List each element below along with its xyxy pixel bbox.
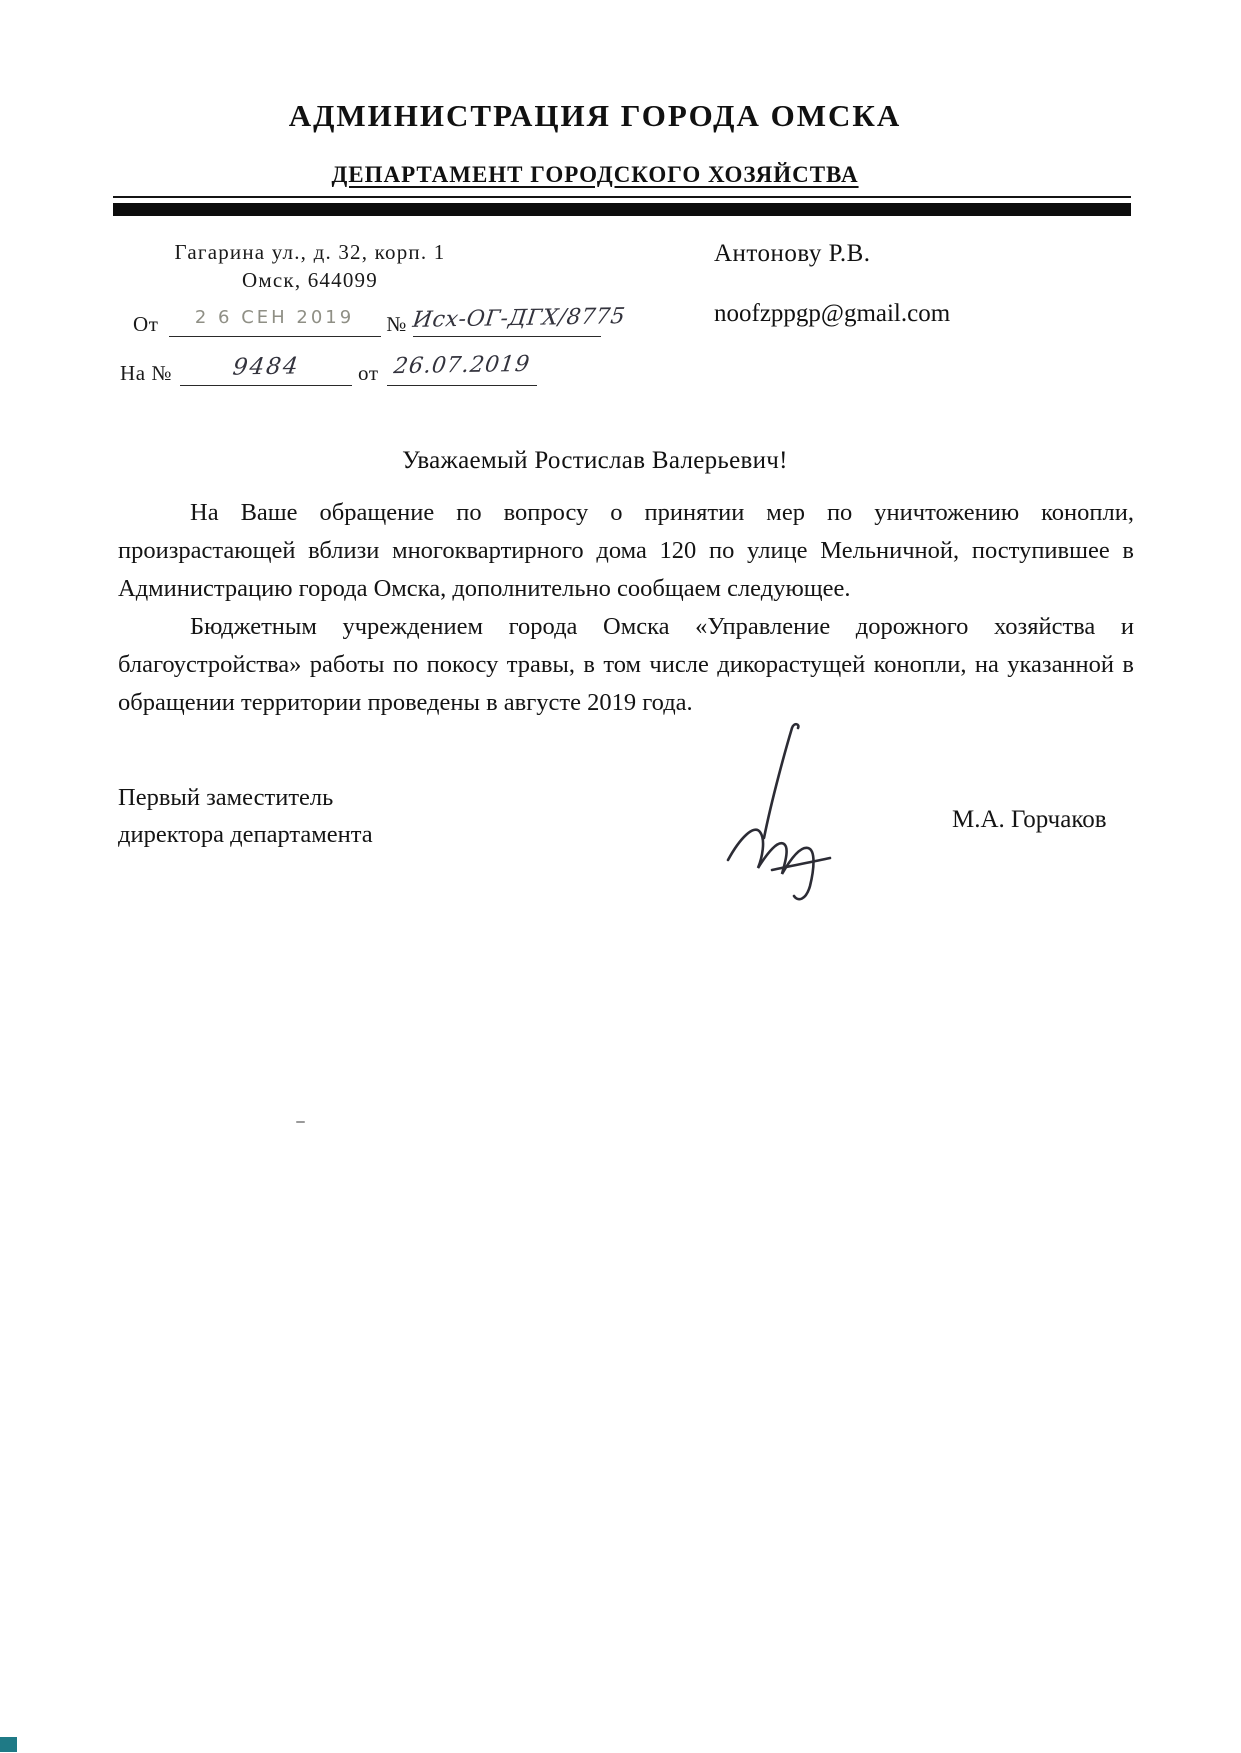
body-paragraph-1: На Ваше обращение по вопросу о принятии мер по уничтожению конопли, произрастающей вблизи многоквартирного дома 120 по улице Мельничной, поступившее в Администрацию города Омска, дополнительно сообщаем следующее. [118,499,1134,602]
letter-body [118,494,1134,722]
signer-name: М.А. Горчаков [952,806,1107,833]
letterhead-rule-thin [113,196,1131,198]
date-stamp-field [169,308,381,337]
outgoing-number-handwritten: Исх-ОГ-ДГХ/8775 [411,304,627,333]
sender-address-line2: Омск, 644099 [242,268,378,293]
recipient-name: Антонову Р.В. [714,240,871,267]
sender-address [140,238,480,295]
date-stamp: 2 6 СЕН 2019 [194,307,355,328]
signer-position-line2: директора департамента [118,820,373,848]
department-title: ДЕПАРТАМЕНТ ГОРОДСКОГО ХОЗЯЙСТВА [331,162,859,187]
reply-date-field [387,351,537,386]
from-label: От [133,312,159,336]
signer-position [118,780,373,854]
recipient-email: noofzppgp@gmail.com [714,300,951,327]
salutation: Уважаемый Ростислав Валерьевич! [402,447,788,474]
signer-position-line1: Первый заместитель [118,784,334,811]
scan-artifact-dash [296,1121,305,1123]
body-paragraph-2: Бюджетным учреждением города Омска «Управление дорожного хозяйства и благоустройства» работы по покосу травы, в том числе дикорастущей конопли, на указанной в обращении территории проведены в августе 2019 года. [118,612,1134,716]
handwritten-signature [720,720,880,905]
reply-number-handwritten: 9484 [231,353,302,381]
organization-title: АДМИНИСТРАЦИЯ ГОРОДА ОМСКА [288,98,902,133]
reply-number-field [180,353,352,386]
reply-date-handwritten: 26.07.2019 [391,351,532,380]
reply-reference-row [120,351,537,386]
outgoing-reference-row [133,304,627,337]
sender-address-line1: Гагарина ул., д. 32, корп. 1 [174,240,446,264]
number-label: № [386,312,408,336]
outgoing-number-field [411,304,627,337]
scan-artifact-corner [0,1737,17,1752]
reply-label: На № [120,361,173,385]
letterhead-rule-thick [113,203,1131,216]
reply-date-label: от [358,361,379,385]
